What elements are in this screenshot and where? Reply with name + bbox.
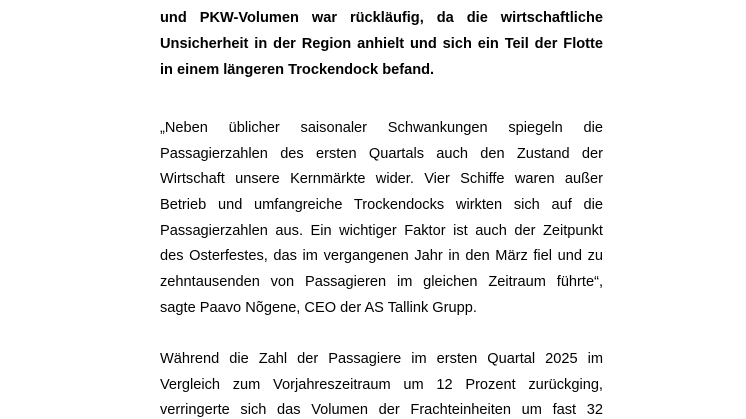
paragraph-2-line: des Osterfestes, das im vergangenen Jahr in den März fiel und zu xyxy=(160,248,603,264)
paragraph-2-line: Passagierzahlen des ersten Quartals auch den Zustand der xyxy=(160,146,603,162)
paragraph-2-line: „Neben üblicher saisonaler Schwankungen spiegeln die xyxy=(160,120,603,136)
paragraph-1-line: in einem längeren Trockendock befand. xyxy=(160,62,435,78)
paragraph-3-line: verringerte sich das Volumen der Frachteinheiten um fast 32 xyxy=(160,402,603,418)
paragraph-3-line: Vergleich zum Vorjahreszeitraum um 12 Prozent zurückging, xyxy=(160,377,603,393)
paragraph-2-line: sagte Paavo Nõgene, CEO der AS Tallink Grupp. xyxy=(160,300,477,316)
paragraph-2-line: Betrieb und umfangreiche Trockendocks wirkten sich auf die xyxy=(160,197,603,213)
paragraph-2-line: Wirtschaft unsere Kernmärkte wider. Vier Schiffe waren außer xyxy=(160,171,603,187)
paragraph-2-line: zehntausenden von Passagieren im gleichen Zeitraum führte“, xyxy=(160,274,603,290)
paragraph-2-line: Passagierzahlen aus. Ein wichtiger Faktor ist auch der Zeitpunkt xyxy=(160,223,603,239)
paragraph-1-line: und PKW-Volumen war rückläufig, da die wirtschaftliche xyxy=(160,10,603,26)
paragraph-1-line: Unsicherheit in der Region anhielt und sich ein Teil der Flotte xyxy=(160,36,603,52)
paragraph-3-line: Während die Zahl der Passagiere im ersten Quartal 2025 im xyxy=(160,351,603,367)
